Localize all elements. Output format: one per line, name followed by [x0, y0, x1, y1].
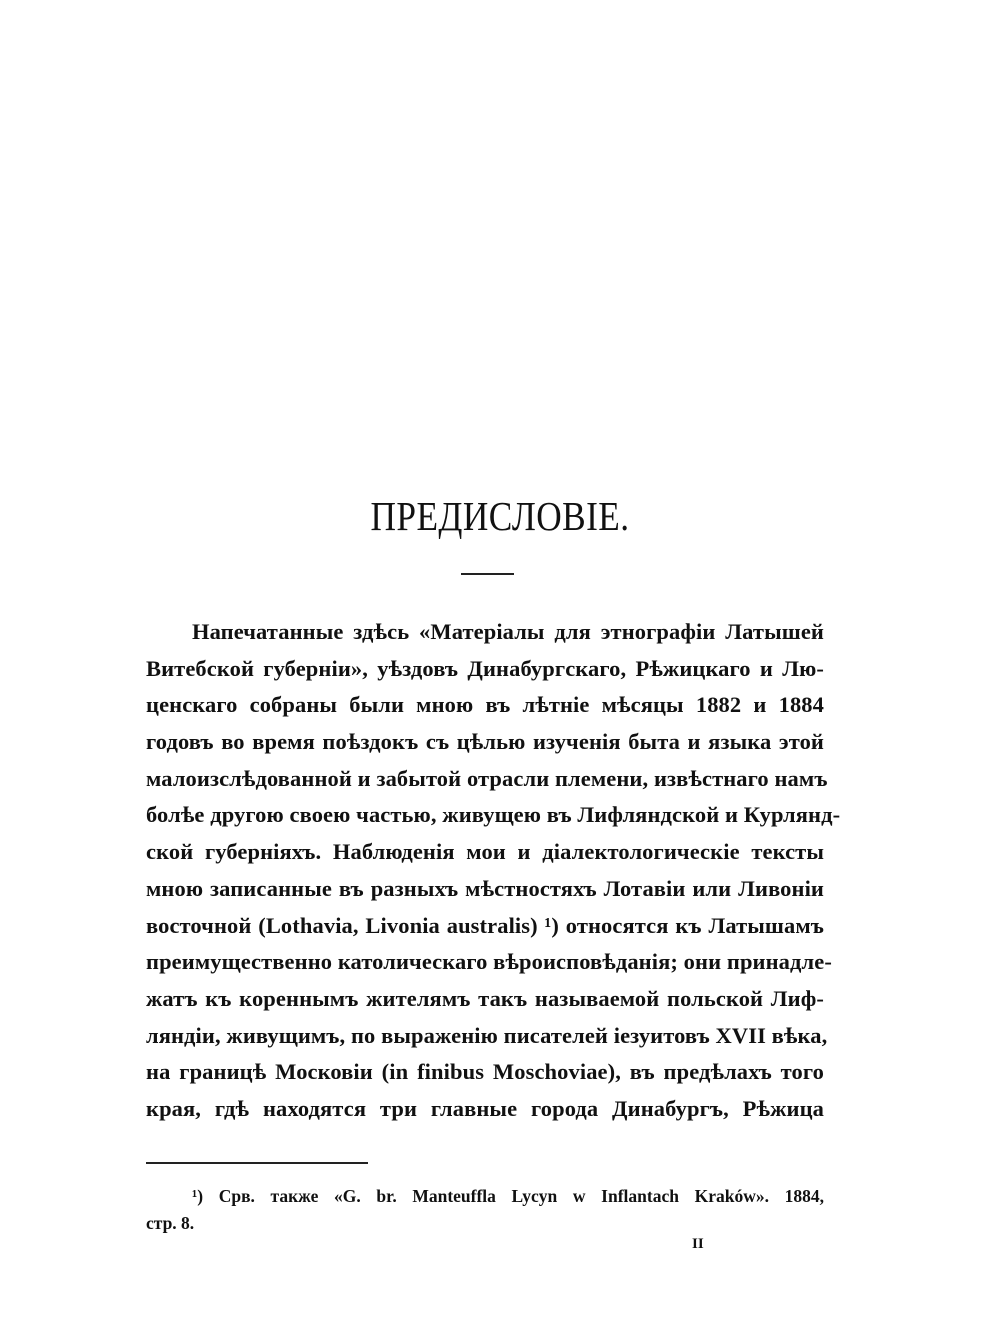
- text-line: жатъ къ кореннымъ жителямъ такъ называемой польской Лиф-: [146, 985, 824, 1011]
- text-line: мною записанные въ разныхъ мѣстностяхъ Лотавіи или Ливоніи: [146, 875, 824, 901]
- footnote: [146, 1183, 824, 1237]
- text-line: края, гдѣ находятся три главные города Динабургъ, Рѣжица: [146, 1095, 824, 1121]
- text-line: болѣе другою своею частью, живущею въ Лифляндской и Курлянд-: [146, 802, 841, 828]
- footnote-divider: [146, 1162, 368, 1164]
- text-line: на границѣ Московіи (in finibus Moschoviae), въ предѣлахъ того: [146, 1059, 824, 1085]
- text-line: преимущественно католическаго вѣроисповѣданія; они принадле-: [146, 949, 832, 975]
- text-line: ской губерніяхъ. Наблюденія мои и діалектологическіе тексты: [146, 839, 824, 865]
- footnote-line: ¹) Срв. также «G. br. Manteuffla Lycyn w Inflantach Kraków». 1884,: [192, 1186, 824, 1206]
- text-line: годовъ во время поѣздокъ съ цѣлью изученія быта и языка этой: [146, 729, 824, 755]
- title-divider: [461, 573, 514, 575]
- text-line: восточной (Lothavia, Livonia australis) ¹) относятся къ Латышамъ: [146, 912, 824, 938]
- text-line: Напечатанные здѣсь «Матеріалы для этнографіи Латышей: [192, 619, 824, 644]
- text-line: ляндіи, живущимъ, по выраженію писателей іезуитовъ XVII вѣка,: [146, 1022, 828, 1048]
- page-title: ПРЕДИСЛОВІЕ.: [370, 493, 630, 539]
- text-line: Витебской губерніи», уѣздовъ Динабургскаго, Рѣжицкаго и Лю-: [146, 655, 824, 681]
- text-line: малоизслѣдованной и забытой отрасли племени, извѣстнаго намъ: [146, 765, 828, 791]
- footnote-line: стр. 8.: [146, 1213, 195, 1233]
- text-line: ценскаго собраны были мною въ лѣтніе мѣсяцы 1882 и 1884: [146, 692, 824, 718]
- body-paragraph: [146, 614, 841, 1128]
- printer-signature: II: [692, 1236, 704, 1252]
